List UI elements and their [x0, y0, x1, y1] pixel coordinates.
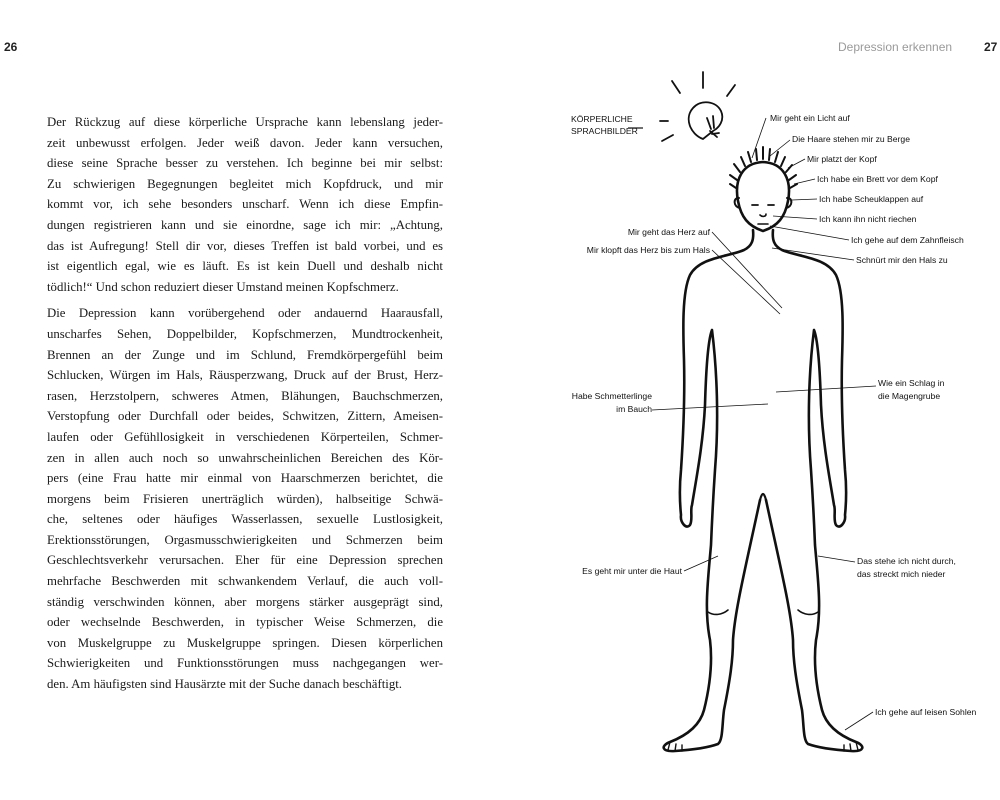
text-line: diese seine Sprache besser zu verstehen. Ich beginne bei mir selbst: — [47, 156, 443, 171]
text-line: che, seltenes oder häufiges Wasserlassen, sexuelle Lustlosigkeit, — [47, 512, 443, 527]
text-line: rasen, Herzstolpern, schweres Atmen, Blähungen, Bauchschmerzen, — [47, 388, 443, 403]
label-schmetterlinge-2: im Bauch — [616, 404, 652, 414]
text-line: Der Rückzug auf diese körperliche Ursprache kann lebenslang jeder- — [47, 115, 443, 129]
page-number-right: 27 — [984, 40, 998, 54]
text-line: Schwierigkeiten und Funktionsstörungen muss nachgegangen wer- — [47, 656, 443, 671]
text-line: tödlich!“ Und schon reduziert dieser Umstand meinen Kopfschmerz. — [47, 279, 399, 294]
text-line: zen in allen auch noch so unwahrscheinlichen Bereichen des Kör- — [47, 450, 443, 465]
text-line: Brennen an der Zunge und im Schlund, Fremdkörpergefühl beim — [47, 347, 443, 362]
human-figure — [664, 147, 863, 751]
running-head: Depression erkennen — [838, 40, 953, 54]
text-line: den. Am häufigsten sind Hausärzte mit der Suche danach beschäftigt. — [47, 677, 403, 692]
page-number-left: 26 — [4, 40, 18, 54]
paragraph-2 — [47, 303, 443, 694]
label-hals: Schnürt mir den Hals zu — [856, 255, 948, 265]
text-line: Erektionsstörungen, Orgasmusschwierigkeiten und Schmerzen beim — [47, 532, 443, 547]
text-line: zeit unbewusst erfolgen. Jeder weiß davon. Jeder kann versuchen, — [47, 135, 443, 150]
label-schlag-2: die Magengrube — [878, 391, 941, 401]
text-line: von Muskelgruppe zu Muskelgruppe springen. Diesen körperlichen — [47, 635, 443, 650]
label-zahnfleisch: Ich gehe auf dem Zahnfleisch — [851, 235, 964, 245]
label-schmetterlinge-1: Habe Schmetterlinge — [571, 391, 652, 401]
text-line: Die Depression kann vorübergehend oder andauernd Haarausfall, — [47, 306, 443, 321]
text-line: laufen oder Gefühllosigkeit in verschiedenen Körperteilen, Schmer- — [47, 429, 443, 444]
text-line: oder wechselnde Beschwerden, in typischer Weise Schmerzen, die — [47, 615, 443, 630]
paragraph-1 — [47, 112, 443, 297]
label-durch-1: Das stehe ich nicht durch, — [857, 556, 956, 566]
text-line: ist eigentlich egal, wie es läuft. Es ist kein Duell und deshalb nicht — [47, 259, 443, 274]
text-line: Schlucken, Würgen im Hals, Räusperzwang, Druck auf der Brust, Herz- — [47, 368, 443, 383]
figure-title-line2: SPRACHBILDER — [571, 126, 638, 136]
label-scheuklappen: Ich habe Scheuklappen auf — [819, 194, 924, 204]
text-line: pers (eine Frau hatte mir einmal von Haarschmerzen berichtet, die — [47, 471, 443, 486]
label-riechen: Ich kann ihn nicht riechen — [819, 214, 917, 224]
text-line: Geschlechtsverkehr verursachen. Eher für eine Depression sprechen — [47, 553, 443, 568]
light-bulb-icon — [660, 72, 735, 141]
label-schlag-1: Wie ein Schlag in — [878, 378, 945, 388]
text-line: Zu schwierigen Begegnungen begleitet mich Kopfdruck, und mir — [47, 176, 443, 191]
label-herz-auf: Mir geht das Herz auf — [627, 227, 710, 237]
text-line: ständig verschwinden können, aber morgens stärker ausgeprägt sind, — [47, 594, 443, 609]
label-brett: Ich habe ein Brett vor dem Kopf — [817, 174, 938, 184]
label-durch-2: das streckt mich nieder — [857, 569, 946, 579]
text-line: dungen registrieren kann und sie einordne, sage ich mir: „Achtung, — [47, 217, 443, 232]
label-herz-hals: Mir klopft das Herz bis zum Hals — [586, 245, 710, 255]
label-haare: Die Haare stehen mir zu Berge — [792, 134, 910, 144]
text-line: morgens beim Frisieren unerträglich würden), halbseitige Schwä- — [47, 491, 443, 506]
text-line: mehrfache Beschwerden mit schwankendem Verlauf, die auch voll- — [47, 574, 443, 589]
body-text — [47, 112, 443, 701]
text-line: Verstopfung oder Durchfall oder beides, Schwitzen, Zittern, Ameisen- — [47, 409, 443, 424]
figure-title-line1: KÖRPERLICHE — [571, 114, 633, 124]
text-line: das ist Aufregung! Stell dir vor, dieses Treffen ist bald vorbei, und es — [47, 238, 443, 253]
body-figure-illustration — [540, 60, 996, 760]
label-licht: Mir geht ein Licht auf — [770, 113, 850, 123]
text-line: kommt vor, ich sehe besonders unscharf. Wenn ich diese Empfin- — [47, 197, 443, 212]
text-line: unscharfes Sehen, Doppelbilder, Kopfschmerzen, Mundtrockenheit, — [47, 326, 443, 341]
label-kopf: Mir platzt der Kopf — [807, 154, 877, 164]
label-sohlen: Ich gehe auf leisen Sohlen — [875, 707, 977, 717]
label-haut: Es geht mir unter die Haut — [582, 566, 682, 576]
